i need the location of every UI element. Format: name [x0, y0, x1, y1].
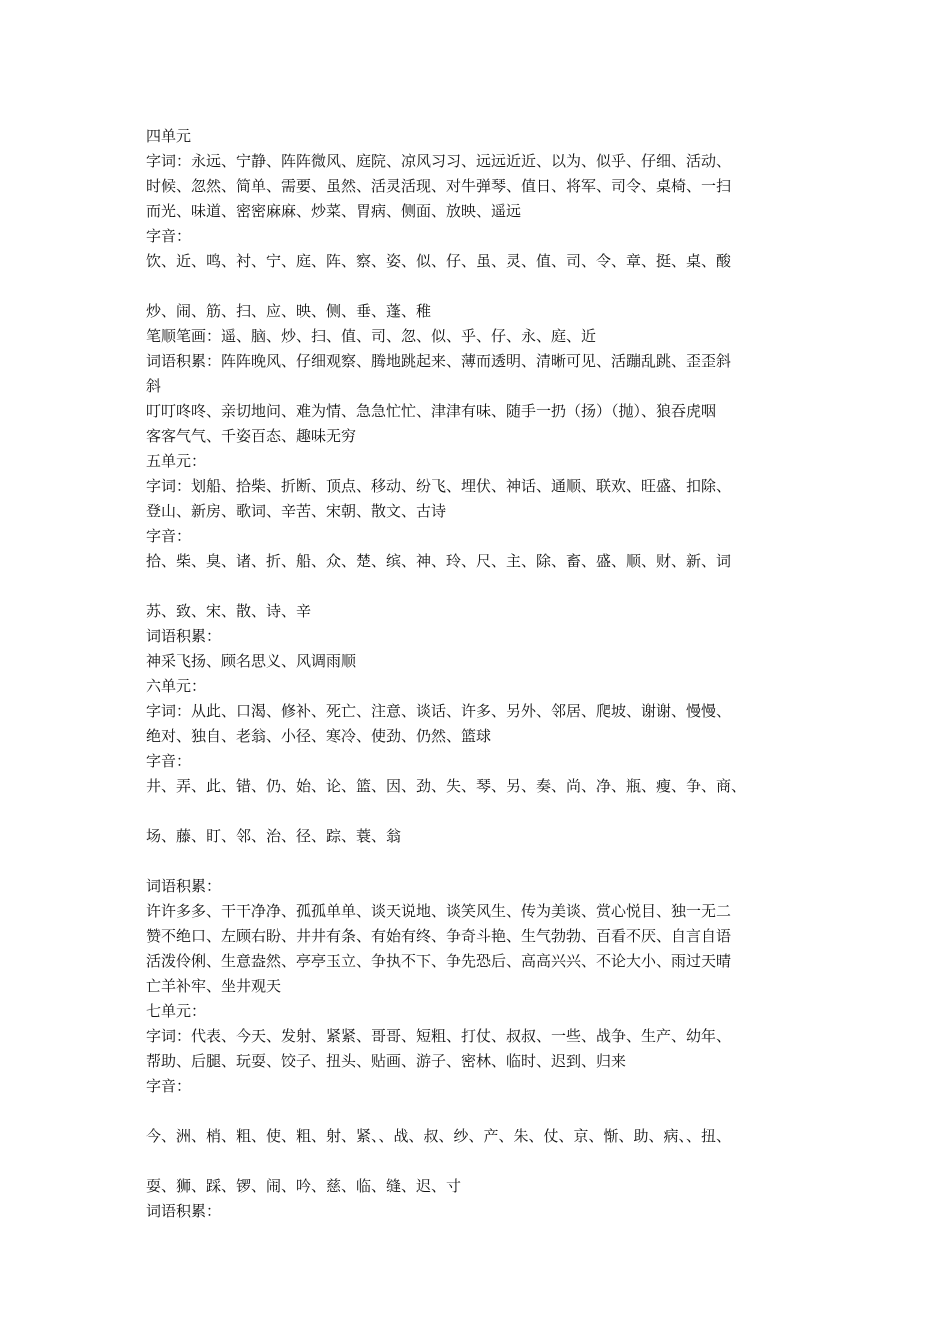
- blank-line: [146, 574, 816, 599]
- unit6-vocab-line-3: 活泼伶俐、生意盎然、亭亭玉立、争执不下、争先恐后、高高兴兴、不论大小、雨过天晴: [146, 952, 732, 970]
- unit6-vocab-line-4: 亡羊补牢、坐井观天: [146, 977, 282, 995]
- unit7-pronunciation-line-1: 今、洲、梢、粗、使、粗、射、紧、、战、叔、纱、产、朱、仗、京、惭、助、病、、扭、: [146, 1127, 732, 1145]
- unit6-vocab-line-2: 赞不绝口、左顾右盼、井井有条、有始有终、争奇斗艳、生气勃勃、百看不厌、自言自语: [146, 927, 732, 945]
- unit5-words-line-2: 登山、新房、歌词、辛苦、宋朝、散文、古诗: [146, 502, 447, 520]
- unit6-pronunciation-line-2: 场、藤、盯、邻、治、径、踪、蓑、翁: [146, 827, 402, 845]
- unit7-heading: 七单元：: [146, 1002, 207, 1020]
- unit5-pronunciation-line-1: 拾、柴、臭、诸、折、船、众、楚、缤、神、玲、尺、主、除、畜、盛、顺、财、新、词: [146, 552, 732, 570]
- unit5-heading: 五单元：: [146, 452, 207, 470]
- unit7-words-line-2: 帮助、后腿、玩耍、饺子、扭头、贴画、游子、密林、临时、迟到、归来: [146, 1052, 627, 1070]
- unit6-pronunciation-label: 字音：: [146, 752, 192, 770]
- unit4-words-line-1: 字词：永远、宁静、阵阵微风、庭院、凉风习习、远远近近、以为、似乎、仔细、活动、: [146, 152, 732, 170]
- unit6-pronunciation-line-1: 井、弄、此、错、仍、始、论、篮、因、劲、失、琴、另、奏、尚、净、瓶、瘦、争、商、: [146, 777, 747, 795]
- blank-line: [146, 1099, 816, 1124]
- unit6-words-line-2: 绝对、独自、老翁、小径、寒冷、使劲、仍然、篮球: [146, 727, 492, 745]
- unit4-words-line-3: 而光、味道、密密麻麻、炒菜、胃病、侧面、放映、遥远: [146, 202, 522, 220]
- unit5-pronunciation-label: 字音：: [146, 527, 192, 545]
- unit4-pronunciation-line-2: 炒、闹、筋、扫、应、映、侧、垂、蓬、稚: [146, 302, 432, 320]
- unit6-heading: 六单元：: [146, 677, 207, 695]
- unit6-vocab-label: 词语积累：: [146, 877, 222, 895]
- unit7-words-line-1: 字词：代表、今天、发射、紧紧、哥哥、短粗、打仗、叔叔、一些、战争、生产、幼年、: [146, 1027, 732, 1045]
- unit5-vocab-label: 词语积累：: [146, 627, 222, 645]
- unit4-vocab-line-2: 斜: [146, 377, 162, 395]
- unit4-words-line-2: 时候、忽然、简单、需要、虽然、活灵活现、对牛弹琴、值日、将军、司令、桌椅、一扫: [146, 177, 732, 195]
- blank-line: [146, 1149, 816, 1174]
- unit4-vocab-line-1: 词语积累：阵阵晚风、仔细观察、腾地跳起来、薄而透明、清晰可见、活蹦乱跳、歪歪斜: [146, 352, 732, 370]
- blank-line: [146, 799, 816, 824]
- unit5-vocab-line-1: 神采飞扬、顾名思义、风调雨顺: [146, 652, 357, 670]
- unit4-pronunciation-line-1: 饮、近、鸣、衬、宁、庭、阵、察、姿、似、仔、虽、灵、值、司、令、章、挺、桌、酸: [146, 252, 732, 270]
- blank-line: [146, 849, 816, 874]
- unit6-words-line-1: 字词：从此、口渴、修补、死亡、注意、谈话、许多、另外、邻居、爬坡、谢谢、慢慢、: [146, 702, 732, 720]
- unit5-pronunciation-line-2: 苏、致、宋、散、诗、辛: [146, 602, 312, 620]
- unit4-vocab-line-4: 客客气气、千姿百态、趣味无穷: [146, 427, 357, 445]
- blank-line: [146, 274, 816, 299]
- unit7-pronunciation-line-2: 耍、狮、踩、锣、闹、吟、慈、临、缝、迟、寸: [146, 1177, 462, 1195]
- unit5-words-line-1: 字词：划船、拾柴、折断、顶点、移动、纷飞、埋伏、神话、通顺、联欢、旺盛、扣除、: [146, 477, 732, 495]
- unit7-pronunciation-label: 字音：: [146, 1077, 192, 1095]
- unit6-vocab-line-1: 许许多多、干干净净、孤孤单单、谈天说地、谈笑风生、传为美谈、赏心悦目、独一无二: [146, 902, 732, 920]
- document-page: [146, 124, 816, 1224]
- unit4-pronunciation-label: 字音：: [146, 227, 192, 245]
- unit4-heading: 四单元: [146, 127, 192, 145]
- unit7-vocab-label: 词语积累：: [146, 1202, 222, 1220]
- unit4-stroke-order: 笔顺笔画：遥、脑、炒、扫、值、司、忽、似、乎、仔、永、庭、近: [146, 327, 597, 345]
- unit4-vocab-line-3: 叮叮咚咚、亲切地问、难为情、急急忙忙、津津有味、随手一扔（扬）（抛）、狼吞虎咽: [146, 402, 717, 420]
